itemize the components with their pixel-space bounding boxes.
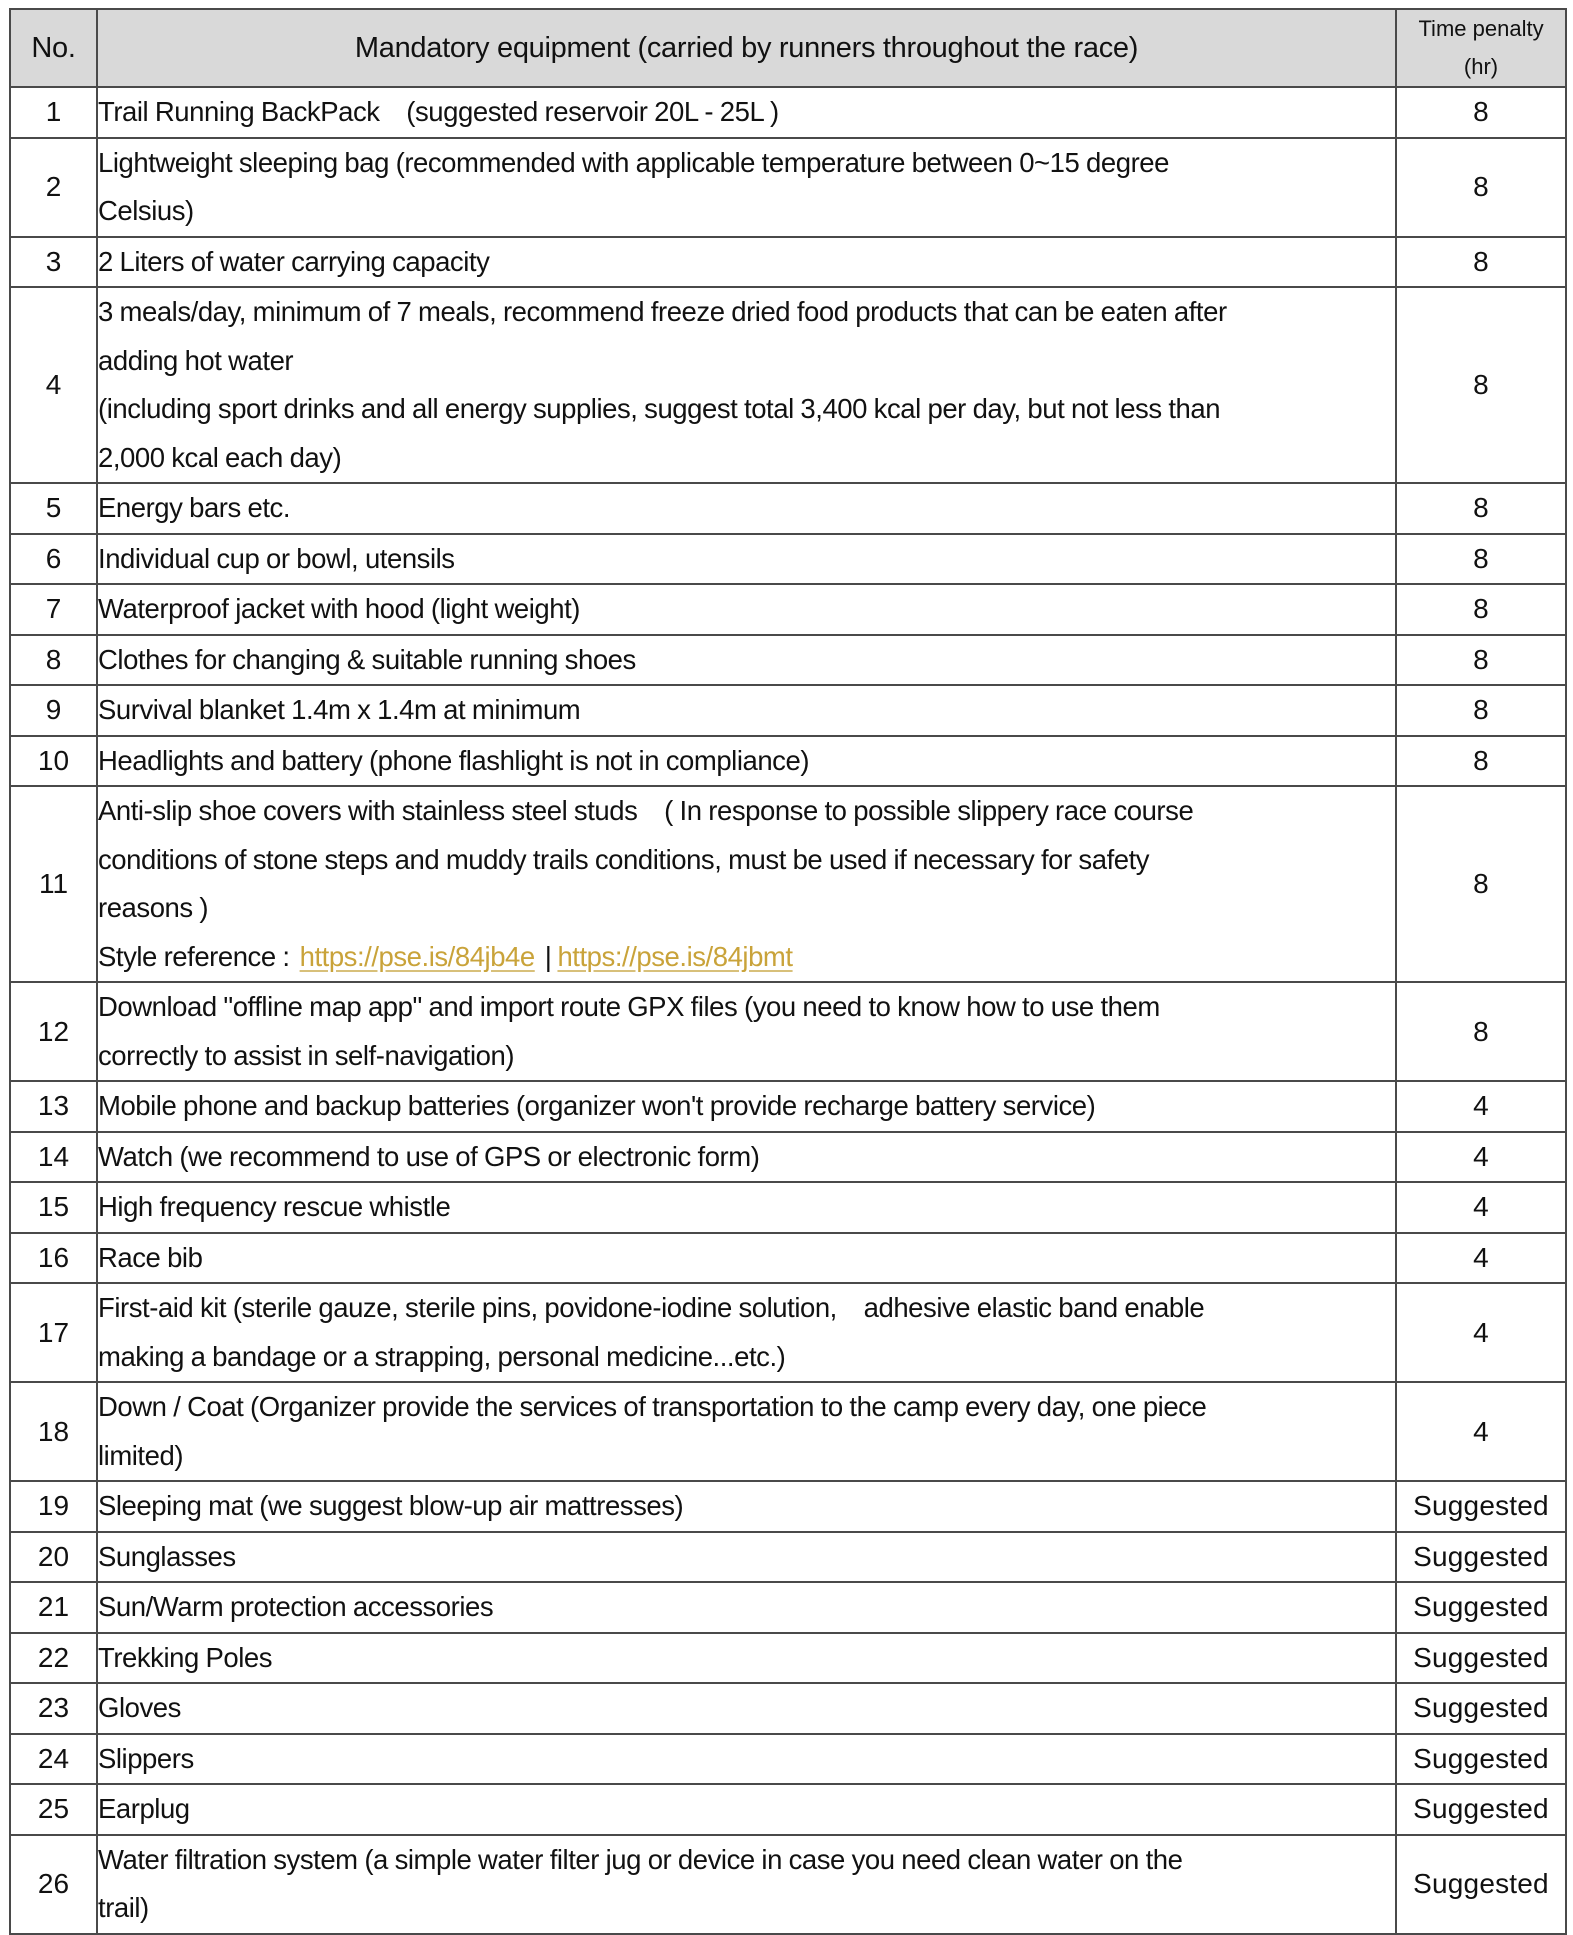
table-row: [10, 1835, 1566, 1934]
row-number: 17: [10, 1283, 97, 1382]
equipment-description: [97, 237, 1396, 288]
table-row: [10, 1182, 1566, 1233]
description-line: Water filtration system (a simple water filter jug or device in case you need clean water on the: [98, 1843, 1183, 1875]
equipment-description: [97, 635, 1396, 686]
time-penalty: 8: [1396, 534, 1566, 585]
equipment-description: [97, 584, 1396, 635]
description-line: 2 Liters of water carrying capacity: [98, 245, 490, 277]
style-reference-link-2[interactable]: https://pse.is/84jbmt: [557, 940, 793, 972]
table-body: [10, 87, 1566, 1934]
time-penalty: Suggested: [1396, 1532, 1566, 1583]
time-penalty: Suggested: [1396, 1784, 1566, 1835]
equipment-description: [97, 982, 1396, 1081]
equipment-description: [97, 1835, 1396, 1934]
time-penalty: 4: [1396, 1081, 1566, 1132]
time-penalty: Suggested: [1396, 1481, 1566, 1532]
row-number: 4: [10, 287, 97, 483]
table-row: [10, 287, 1566, 483]
table-row: [10, 1784, 1566, 1835]
description-line: High frequency rescue whistle: [98, 1191, 451, 1222]
row-number: 10: [10, 736, 97, 787]
equipment-description: [97, 483, 1396, 534]
row-number: 7: [10, 584, 97, 635]
time-penalty: 4: [1396, 1182, 1566, 1233]
time-penalty: Suggested: [1396, 1633, 1566, 1684]
row-number: 18: [10, 1382, 97, 1481]
description-line: Survival blanket 1.4m x 1.4m at minimum: [98, 694, 581, 725]
description-line: Clothes for changing & suitable running shoes: [98, 643, 636, 675]
description-line: (including sport drinks and all energy supplies, suggest total 3,400 kcal per day, but not less than: [98, 393, 1221, 424]
description-line: Watch (we recommend to use of GPS or electronic form): [98, 1140, 760, 1172]
description-line: Trekking Poles: [98, 1641, 273, 1673]
description-line: Lightweight sleeping bag (recommended with applicable temperature between 0~15 degree: [98, 146, 1169, 178]
equipment-description: [97, 1532, 1396, 1583]
equipment-description: [97, 1233, 1396, 1284]
time-penalty: 4: [1396, 1283, 1566, 1382]
header-time-penalty-line1: Time penalty: [1418, 16, 1544, 41]
equipment-description: [97, 1081, 1396, 1132]
time-penalty: 8: [1396, 87, 1566, 138]
header-equipment: Mandatory equipment (carried by runners throughout the race): [97, 9, 1396, 87]
description-line: Individual cup or bowl, utensils: [98, 542, 455, 574]
table-row: [10, 1582, 1566, 1633]
description-line: Celsius): [98, 195, 194, 226]
time-penalty: 8: [1396, 635, 1566, 686]
table-row: [10, 1382, 1566, 1481]
row-number: 23: [10, 1683, 97, 1734]
description-line: Headlights and battery (phone flashlight is not in compliance): [98, 744, 810, 776]
table-header: [10, 9, 1566, 87]
time-penalty: 8: [1396, 736, 1566, 787]
style-reference-link-1[interactable]: https://pse.is/84jb4e: [299, 940, 535, 972]
row-number: 13: [10, 1081, 97, 1132]
row-number: 19: [10, 1481, 97, 1532]
time-penalty: 8: [1396, 287, 1566, 483]
table-row: [10, 1481, 1566, 1532]
description-line: trail): [98, 1892, 149, 1923]
row-number: 15: [10, 1182, 97, 1233]
table-row: [10, 685, 1566, 736]
header-time-penalty: [1396, 9, 1566, 87]
time-penalty: 4: [1396, 1233, 1566, 1284]
table-row: [10, 1633, 1566, 1684]
table-row: [10, 1081, 1566, 1132]
equipment-description: [97, 1633, 1396, 1684]
row-number: 22: [10, 1633, 97, 1684]
row-number: 20: [10, 1532, 97, 1583]
table-row: [10, 786, 1566, 982]
description-line: Anti-slip shoe covers with stainless steel studs ( In response to possible slippery race course: [98, 795, 1194, 826]
table-row: [10, 1283, 1566, 1382]
table-row: [10, 1233, 1566, 1284]
description-line: Download "offline map app" and import route GPX files (you need to know how to use them: [98, 991, 1160, 1022]
description-line: Earplug: [98, 1793, 190, 1824]
row-number: 6: [10, 534, 97, 585]
time-penalty: 8: [1396, 138, 1566, 237]
row-number: 25: [10, 1784, 97, 1835]
equipment-description: [97, 87, 1396, 138]
description-line: 2,000 kcal each day): [98, 441, 342, 473]
description-line: conditions of stone steps and muddy trails conditions, must be used if necessary for safety: [98, 843, 1150, 875]
description-line: Sun/Warm protection accessories: [98, 1591, 494, 1622]
equipment-description: [97, 685, 1396, 736]
description-line: Race bib: [98, 1241, 203, 1273]
time-penalty: 8: [1396, 982, 1566, 1081]
description-line: Sleeping mat (we suggest blow-up air mattresses): [98, 1490, 684, 1521]
description-line: adding hot water: [98, 344, 294, 376]
header-time-penalty-line2: (hr): [1463, 54, 1499, 79]
table-row: [10, 483, 1566, 534]
equipment-description: [97, 1784, 1396, 1835]
equipment-description: [97, 1481, 1396, 1532]
equipment-description: [97, 1182, 1396, 1233]
row-number: 8: [10, 635, 97, 686]
style-reference-label: Style reference :: [98, 940, 290, 972]
time-penalty: 8: [1396, 237, 1566, 288]
time-penalty: 8: [1396, 483, 1566, 534]
time-penalty: 4: [1396, 1132, 1566, 1183]
row-number: 2: [10, 138, 97, 237]
link-separator: |: [544, 940, 552, 972]
description-line: Sunglasses: [98, 1540, 236, 1572]
equipment-description: [97, 1734, 1396, 1785]
description-line: Energy bars etc.: [98, 492, 291, 523]
description-line: 3 meals/day, minimum of 7 meals, recommend freeze dried food products that can be eaten after: [98, 296, 1227, 327]
equipment-description: [97, 1283, 1396, 1382]
description-line: correctly to assist in self-navigation): [98, 1039, 515, 1071]
row-number: 14: [10, 1132, 97, 1183]
row-number: 5: [10, 483, 97, 534]
description-line: Slippers: [98, 1742, 194, 1774]
table-row: [10, 1532, 1566, 1583]
row-number: 1: [10, 87, 97, 138]
table-row: [10, 982, 1566, 1081]
row-number: 11: [10, 786, 97, 982]
time-penalty: 8: [1396, 685, 1566, 736]
equipment-description: [97, 138, 1396, 237]
table-row: [10, 1132, 1566, 1183]
equipment-description: [97, 534, 1396, 585]
equipment-description: [97, 1382, 1396, 1481]
time-penalty: 4: [1396, 1382, 1566, 1481]
time-penalty: 8: [1396, 584, 1566, 635]
description-line: limited): [98, 1439, 184, 1471]
description-line: Down / Coat (Organizer provide the services of transportation to the camp every day, one piece: [98, 1391, 1207, 1422]
table-row: [10, 87, 1566, 138]
row-number: 21: [10, 1582, 97, 1633]
table-row: [10, 534, 1566, 585]
row-number: 3: [10, 237, 97, 288]
row-number: 24: [10, 1734, 97, 1785]
table-row: [10, 138, 1566, 237]
time-penalty: 8: [1396, 786, 1566, 982]
description-line: Waterproof jacket with hood (light weight): [98, 593, 580, 624]
description-line: Mobile phone and backup batteries (organizer won't provide recharge battery service): [98, 1090, 1096, 1121]
description-line: Gloves: [98, 1692, 181, 1723]
mandatory-equipment-table: [9, 8, 1567, 1935]
table-row: [10, 1683, 1566, 1734]
equipment-description: [97, 1582, 1396, 1633]
description-line: Trail Running BackPack (suggested reservoir 20L - 25L ): [98, 96, 779, 127]
table-row: [10, 1734, 1566, 1785]
time-penalty: Suggested: [1396, 1582, 1566, 1633]
equipment-description: [97, 786, 1396, 982]
time-penalty: Suggested: [1396, 1734, 1566, 1785]
row-number: 26: [10, 1835, 97, 1934]
time-penalty: Suggested: [1396, 1835, 1566, 1934]
row-number: 16: [10, 1233, 97, 1284]
description-line: First-aid kit (sterile gauze, sterile pins, povidone-iodine solution, adhesive elastic band enable: [98, 1292, 1205, 1323]
equipment-description: [97, 736, 1396, 787]
table-row: [10, 237, 1566, 288]
row-number: 9: [10, 685, 97, 736]
equipment-description: [97, 1683, 1396, 1734]
time-penalty: Suggested: [1396, 1683, 1566, 1734]
equipment-description: [97, 1132, 1396, 1183]
description-line: reasons ): [98, 892, 209, 923]
description-line: making a bandage or a strapping, personal medicine...etc.): [98, 1340, 786, 1372]
table-row: [10, 736, 1566, 787]
table-row: [10, 635, 1566, 686]
header-no: No.: [10, 9, 97, 87]
style-reference-line: [98, 933, 1395, 982]
equipment-description: [97, 287, 1396, 483]
table-row: [10, 584, 1566, 635]
row-number: 12: [10, 982, 97, 1081]
